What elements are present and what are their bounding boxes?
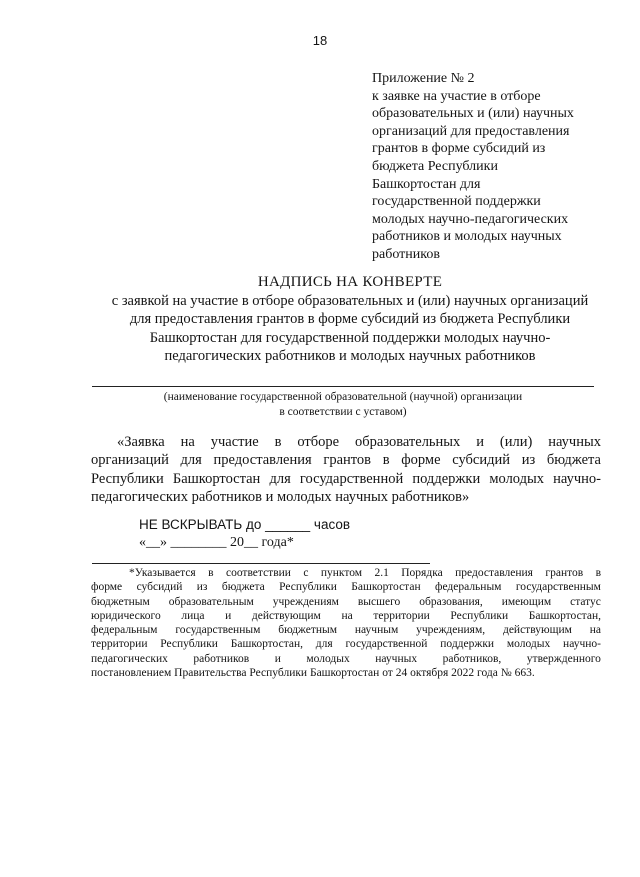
- organization-caption: [92, 390, 594, 420]
- word: бюджетным: [278, 624, 338, 637]
- word: организаций: [91, 452, 169, 469]
- do-not-open-notice: НЕ ВСКРЫВАТЬ до ______ часов: [139, 517, 351, 532]
- word: участие: [210, 434, 259, 450]
- word: в: [274, 434, 282, 450]
- footnote-line: [91, 652, 601, 666]
- footnote-line: [91, 595, 601, 609]
- word: грантов: [323, 452, 372, 469]
- appendix-line: работников: [372, 246, 440, 262]
- caption-line: (наименование государственной образовательной (научной) организации: [163, 391, 523, 403]
- word: Башкортостан: [172, 470, 261, 487]
- quote-line: [91, 433, 601, 451]
- appendix-line: молодых научно-педагогических: [372, 211, 569, 227]
- date-line: «__» ________ 20__ года*: [139, 535, 294, 550]
- word: научных: [375, 652, 418, 665]
- appendix-line: организаций для предоставления: [372, 123, 570, 139]
- word: государственным: [515, 581, 601, 594]
- word: пунктом: [320, 567, 363, 579]
- appendix-line: грантов в форме субсидий из: [372, 141, 546, 157]
- word: государственным: [175, 624, 261, 637]
- appendix-line: государственной поддержки: [372, 194, 541, 210]
- document-title: [60, 273, 640, 366]
- word: действующим: [251, 609, 321, 622]
- title-line: для предоставления грантов в форме субсидий из бюджета Республики: [129, 311, 571, 327]
- word: и: [225, 609, 232, 622]
- word: Башкортостан,: [528, 609, 601, 622]
- application-quote: [91, 433, 601, 507]
- word: поддержки: [440, 638, 495, 651]
- appendix-line: Приложение № 2: [372, 71, 475, 86]
- word: в: [208, 567, 214, 579]
- word: имеющим: [501, 595, 552, 608]
- footnote-line: [91, 637, 601, 651]
- word: научно-: [563, 638, 601, 651]
- word: для: [315, 638, 333, 651]
- quote-line: педагогических работников и молодых научных работников»: [91, 489, 470, 506]
- word: отборе: [297, 434, 340, 450]
- word: с: [303, 567, 309, 579]
- footnote-line: [91, 623, 601, 637]
- word: образования,: [419, 595, 483, 608]
- word: утвержденного: [526, 652, 601, 665]
- footnote-line: [91, 580, 601, 594]
- word: действующим: [502, 624, 572, 637]
- word: федеральным: [435, 581, 502, 594]
- word: лица: [181, 609, 205, 622]
- word: форме: [401, 452, 441, 469]
- word: (или): [499, 434, 533, 450]
- word: молодых: [489, 470, 545, 487]
- word: высшего: [357, 595, 401, 608]
- word: на: [180, 434, 195, 450]
- footnote-line: постановлением Правительства Республики Башкортостан от 24 октября 2022 года № 663.: [91, 667, 535, 680]
- word: образовательных: [355, 434, 461, 450]
- title-line: с заявкой на участие в отборе образовательных и (или) научных организаций: [111, 292, 589, 309]
- title-line: педагогических работников и молодых научных работников: [164, 348, 536, 364]
- word: учреждениям: [272, 595, 339, 608]
- word: территории: [373, 609, 430, 622]
- word: научным: [354, 624, 399, 637]
- title-line: Башкортостан для государственной поддержки молодых научно-: [149, 329, 551, 346]
- quote-line: [91, 470, 601, 488]
- word: статус: [570, 595, 601, 608]
- word: государственной: [345, 638, 428, 651]
- word: Порядка: [401, 567, 443, 579]
- word: предоставления: [213, 452, 312, 469]
- word: из: [196, 581, 208, 594]
- word: грантов: [545, 567, 584, 579]
- word: молодых: [306, 652, 350, 665]
- word: на: [341, 609, 353, 622]
- word: субсидий: [452, 452, 511, 469]
- appendix-line: Башкортостан для: [372, 176, 481, 192]
- word: Башкортостан: [351, 581, 421, 594]
- footnote-line: [91, 609, 601, 623]
- word: соответствии: [225, 567, 291, 579]
- footnote: [91, 566, 601, 680]
- footnote-separator: [92, 563, 430, 564]
- word: *Указывается: [129, 567, 196, 579]
- page-number: 18: [312, 33, 328, 48]
- word: молодых: [506, 638, 551, 651]
- word: для: [269, 470, 291, 487]
- word: бюджета: [221, 581, 265, 594]
- appendix-line: бюджета Республики: [372, 158, 498, 174]
- word: субсидий: [136, 581, 183, 594]
- word: на: [589, 624, 601, 637]
- word: форме: [91, 581, 123, 594]
- word: образовательным: [168, 595, 254, 608]
- appendix-line: работников и молодых научных: [372, 229, 562, 245]
- word: в: [382, 452, 390, 469]
- word: бюджета: [546, 452, 601, 469]
- appendix-line: образовательных и (или) научных: [372, 106, 574, 122]
- word: федеральным: [91, 624, 158, 637]
- word: научно-: [553, 470, 601, 487]
- word: юридического: [91, 609, 161, 622]
- word: «Заявка: [117, 434, 165, 450]
- word: из: [521, 452, 536, 469]
- caption-line: в соответствии с уставом): [279, 406, 407, 418]
- quote-line: [91, 451, 601, 469]
- word: бюджетным: [91, 595, 150, 608]
- word: Республики: [450, 609, 509, 622]
- word: педагогических: [91, 652, 168, 665]
- word: и: [274, 652, 281, 665]
- word: для: [180, 452, 202, 469]
- word: 2.1: [374, 567, 389, 579]
- word: Республики: [91, 470, 164, 487]
- appendix-block: [372, 70, 612, 264]
- appendix-line: к заявке на участие в отборе: [372, 88, 541, 104]
- word: Республики: [160, 638, 218, 651]
- page-title: НАДПИСЬ НА КОНВЕРТЕ: [257, 274, 443, 290]
- word: работников,: [442, 652, 502, 665]
- word: учреждениям,: [416, 624, 486, 637]
- word: государственной: [299, 470, 404, 487]
- word: поддержки: [412, 470, 481, 487]
- word: научных: [548, 434, 601, 450]
- word: в: [595, 567, 601, 579]
- word: Башкортостан,: [230, 638, 303, 651]
- word: работников: [193, 652, 250, 665]
- word: предоставления: [455, 567, 533, 579]
- word: территории: [91, 638, 148, 651]
- footnote-line: [91, 566, 601, 580]
- word: Республики: [279, 581, 337, 594]
- organization-name-line: [92, 386, 594, 387]
- word: и: [476, 434, 484, 450]
